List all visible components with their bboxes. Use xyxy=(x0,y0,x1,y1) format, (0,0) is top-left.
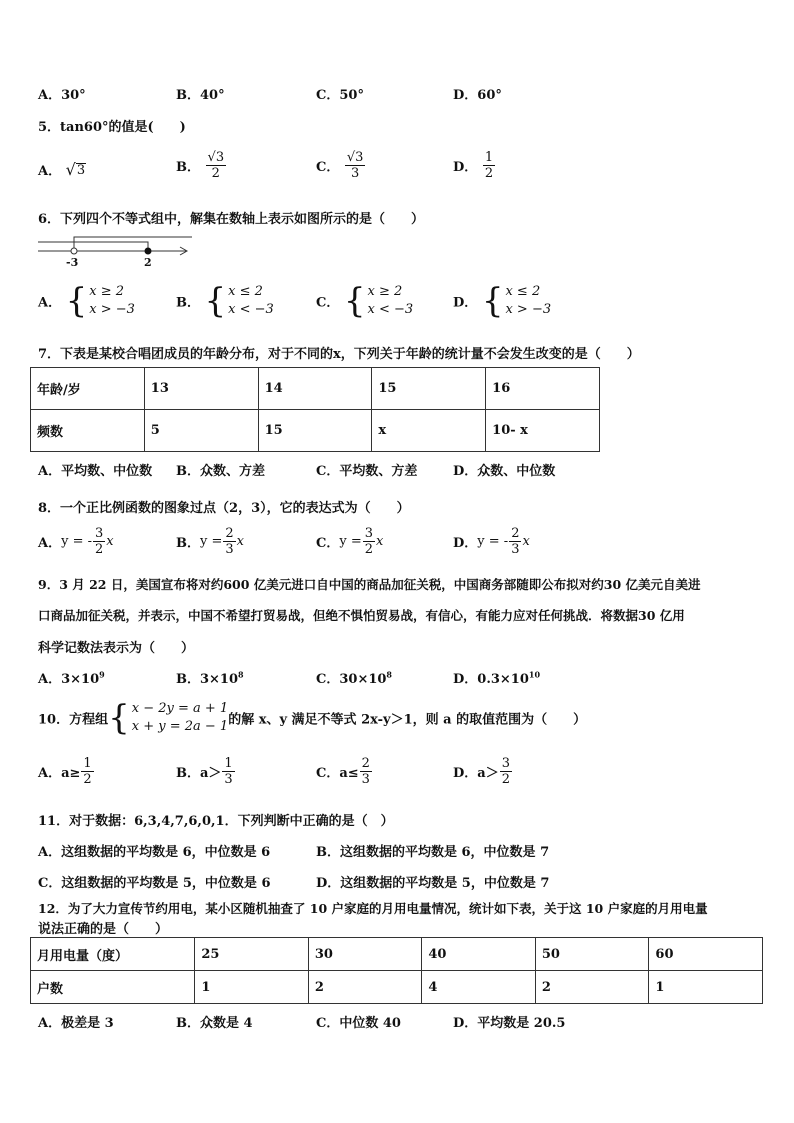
table-cell: x xyxy=(372,410,486,452)
table-cell: 13 xyxy=(144,368,258,410)
table-cell: 2 xyxy=(308,971,422,1004)
q11-stem: 11．对于数据：6,3,4,7,6,0,1．下列判断中正确的是（ ） xyxy=(38,814,394,829)
table-cell: 15 xyxy=(372,368,486,410)
table-cell: 1 xyxy=(195,971,309,1004)
table-cell: 2 xyxy=(535,971,649,1004)
closed-dot-icon xyxy=(145,248,151,254)
tick-label-2: 2 xyxy=(144,256,152,269)
q7-option-b: B．众数、方差 xyxy=(176,464,265,479)
q11-option-b: B．这组数据的平均数是 6，中位数是 7 xyxy=(316,845,550,860)
q7-option-a: A．平均数、中位数 xyxy=(38,464,153,479)
q10-option-d: D．a＞ $\frac{3}{2}$ xyxy=(453,756,510,787)
q12-option-b: B．众数是 4 xyxy=(176,1016,253,1031)
q9-option-d: D．$0.3\times 10^{10}$ xyxy=(453,669,541,687)
q5-option-a: A． √ 3 xyxy=(38,160,86,179)
q9-option-b: B．$3\times 10^8$ xyxy=(176,669,244,687)
q9-option-c: C．$30\times 10^8$ xyxy=(316,669,392,687)
q12-option-d: D．平均数是 20.5 xyxy=(453,1016,566,1031)
table-cell: 30 xyxy=(308,938,422,971)
table-cell: 月用电量（度） xyxy=(31,938,195,971)
q10-stem: 10．方程组 { x − 2y = a + 1 x + y = 2a − 1 的解 x、y 满足不等式 2x-y＞1，则 a 的取值范围为（ ） xyxy=(38,698,587,738)
sqrt-expression: √ 3 xyxy=(65,160,86,179)
q7-option-c: C．平均数、方差 xyxy=(316,464,418,479)
table-cell: 50 xyxy=(535,938,649,971)
q6-option-c: C． { x ≥ 2 x < −3 xyxy=(316,281,414,321)
fraction: $\frac{1}{2}$ xyxy=(484,150,494,181)
table-cell: 15 xyxy=(258,410,372,452)
q11-option-d: D．这组数据的平均数是 5，中位数是 7 xyxy=(316,876,550,891)
q6-option-b: B． { x ≤ 2 x < −3 xyxy=(176,281,274,321)
q6-option-a: A． { x ≥ 2 x > −3 xyxy=(38,281,135,321)
q9-option-a: A．$3\times 10^9$ xyxy=(38,669,105,687)
table-row xyxy=(31,971,763,1004)
tick-label-neg3: -3 xyxy=(66,256,79,269)
q12-stem-line1: 12．为了大力宣传节约用电，某小区随机抽查了 10 户家庭的月用电量情况，统计如下表，关于这 10 户家庭的月用电量 xyxy=(38,901,708,916)
q8-stem: 8．一个正比例函数的图象过点（2，3），它的表达式为（ ） xyxy=(38,501,410,516)
q10-option-a: A．a≥ $\frac{1}{2}$ xyxy=(38,756,92,787)
q4-option-a: A．30° xyxy=(38,88,86,103)
q5-option-c: C． $\frac{√3}{3}$ xyxy=(316,150,364,181)
electricity-usage-table xyxy=(30,937,763,1004)
table-cell: 5 xyxy=(144,410,258,452)
solution-bracket-right xyxy=(74,237,192,251)
q5-stem: 5．tan60°的值是( ) xyxy=(38,120,186,135)
open-dot-icon xyxy=(71,248,77,254)
q4-option-c: C．50° xyxy=(316,88,364,103)
q4-option-d: D．60° xyxy=(453,88,502,103)
table-cell: 25 xyxy=(195,938,309,971)
q7-option-d: D．众数、中位数 xyxy=(453,464,556,479)
table-cell: 40 xyxy=(422,938,536,971)
table-cell: 1 xyxy=(649,971,763,1004)
q5-option-d: D． $\frac{1}{2}$ xyxy=(453,150,494,181)
q12-stem-line2: 说法正确的是（ ） xyxy=(38,922,169,937)
q9-stem-line3: 科学记数法表示为（ ） xyxy=(38,641,195,656)
q8-option-b: B．y = $\frac{2}{3}$ x xyxy=(176,526,244,557)
q6-option-d: D． { x ≤ 2 x > −3 xyxy=(453,281,552,321)
q5-option-b: B． $\frac{√3}{2}$ xyxy=(176,150,225,181)
table-cell: 频数 xyxy=(31,410,145,452)
table-row xyxy=(31,938,763,971)
q8-option-c: C．y = $\frac{3}{2}$ x xyxy=(316,526,384,557)
q11-option-c: C．这组数据的平均数是 5，中位数是 6 xyxy=(38,876,271,891)
q10-option-b: B．a＞ $\frac{1}{3}$ xyxy=(176,756,233,787)
q12-option-c: C．中位数 40 xyxy=(316,1016,401,1031)
fraction: $\frac{√3}{3}$ xyxy=(346,150,364,181)
table-cell: 10- x xyxy=(486,410,600,452)
table-row xyxy=(31,410,600,452)
fraction: $\frac{√3}{2}$ xyxy=(207,150,225,181)
q9-stem-line2: 口商品加征关税，并表示，中国不希望打贸易战，但绝不惧怕贸易战，有信心，有能力应对任何挑战．将数据30 亿用 xyxy=(38,608,685,623)
q4-option-b: B．40° xyxy=(176,88,225,103)
table-cell: 4 xyxy=(422,971,536,1004)
table-cell: 户数 xyxy=(31,971,195,1004)
table-cell: 14 xyxy=(258,368,372,410)
q8-option-a: A．y = - $\frac{3}{2}$ x xyxy=(38,526,114,557)
table-cell: 16 xyxy=(486,368,600,410)
q12-option-a: A．极差是 3 xyxy=(38,1016,114,1031)
table-cell: 60 xyxy=(649,938,763,971)
solution-bracket-left xyxy=(38,242,148,251)
table-row xyxy=(31,368,600,410)
age-distribution-table xyxy=(30,367,600,452)
number-line-figure xyxy=(36,232,194,270)
q8-option-d: D．y = - $\frac{2}{3}$ x xyxy=(453,526,530,557)
table-cell: 年龄/岁 xyxy=(31,368,145,410)
q10-option-c: C．a≤ $\frac{2}{3}$ xyxy=(316,756,370,787)
q11-option-a: A．这组数据的平均数是 6，中位数是 6 xyxy=(38,845,271,860)
q7-stem: 7．下表是某校合唱团成员的年龄分布，对于不同的x，下列关于年龄的统计量不会发生改变的是（ ） xyxy=(38,347,640,362)
q6-stem: 6．下列四个不等式组中，解集在数轴上表示如图所示的是（ ） xyxy=(38,212,425,227)
q9-stem-line1: 9．3 月 22 日，美国宣布将对约600 亿美元进口自中国的商品加征关税，中国商务部随即公布拟对约30 亿美元自美进 xyxy=(38,577,701,592)
